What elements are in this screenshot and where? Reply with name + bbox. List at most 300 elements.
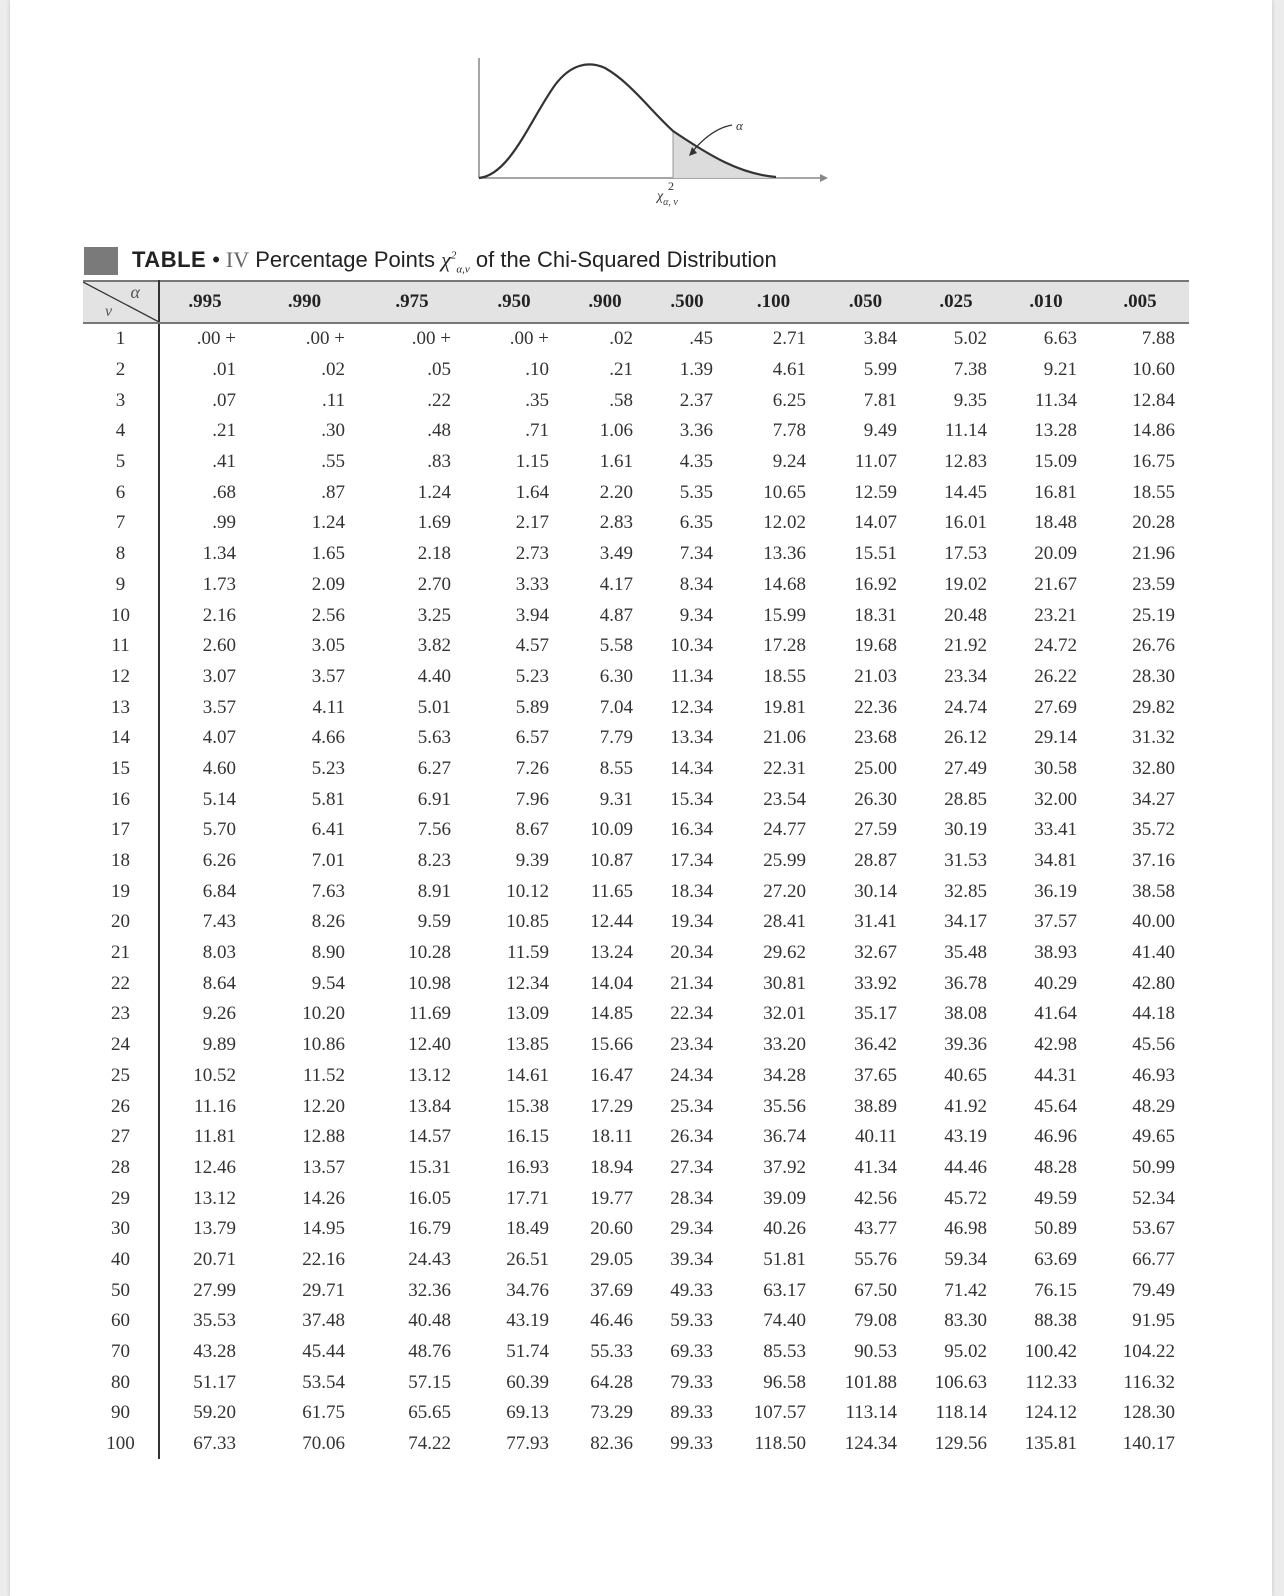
table-cell: 19.68 — [854, 635, 897, 657]
table-cell: 63.69 — [1034, 1248, 1077, 1270]
table-cell: 18.94 — [590, 1156, 633, 1178]
table-cell: .00 + — [509, 328, 549, 350]
table-cell: 7.38 — [953, 359, 987, 381]
table-cell: 44.46 — [944, 1156, 987, 1178]
table-cell: 1.69 — [417, 512, 451, 534]
table-cell: .00 + — [196, 328, 236, 350]
table-cell: 8.90 — [311, 942, 345, 964]
table-row — [83, 784, 1189, 815]
degrees-of-freedom-cell: 5 — [83, 447, 159, 478]
table-cell: 7.88 — [1141, 328, 1175, 350]
table-cell: 28.85 — [944, 788, 987, 810]
table-cell: 69.13 — [506, 1402, 549, 1424]
title-symbol-sup: 2 — [450, 249, 457, 262]
table-row — [83, 1398, 1189, 1429]
table-cell: 12.83 — [944, 451, 987, 473]
table-cell: 6.41 — [311, 819, 345, 841]
table-cell: 95.02 — [944, 1341, 987, 1363]
table-cell: 8.23 — [417, 850, 451, 872]
figure-density-curve — [479, 64, 776, 178]
table-row — [83, 1429, 1189, 1460]
table-cell: 5.70 — [202, 819, 236, 841]
table-cell: 21.06 — [763, 727, 806, 749]
table-cell: 1.73 — [202, 573, 236, 595]
table-cell: 27.59 — [854, 819, 897, 841]
table-cell: 44.18 — [1132, 1003, 1175, 1025]
table-row — [83, 570, 1189, 601]
table-cell: 76.15 — [1034, 1279, 1077, 1301]
table-cell: 9.35 — [953, 389, 987, 411]
table-cell: 13.09 — [506, 1003, 549, 1025]
table-cell: 118.14 — [935, 1402, 987, 1424]
table-cell: 59.34 — [944, 1248, 987, 1270]
table-cell: 8.67 — [515, 819, 549, 841]
table-row — [83, 477, 1189, 508]
table-cell: 50.89 — [1034, 1218, 1077, 1240]
table-title-bar — [84, 246, 784, 276]
table-cell: 23.68 — [854, 727, 897, 749]
table-cell: 14.95 — [302, 1218, 345, 1240]
table-cell: 69.33 — [670, 1341, 713, 1363]
table-cell: 46.46 — [590, 1310, 633, 1332]
degrees-of-freedom-cell: 50 — [83, 1275, 159, 1306]
table-cell: 140.17 — [1122, 1433, 1175, 1455]
table-row — [83, 1275, 1189, 1306]
table-cell: 45.64 — [1034, 1095, 1077, 1117]
table-cell: 3.05 — [311, 635, 345, 657]
table-cell: 12.34 — [506, 972, 549, 994]
table-cell: 112.33 — [1025, 1371, 1077, 1393]
column-header: .500 — [647, 281, 727, 323]
table-row — [83, 907, 1189, 938]
table-cell: 39.34 — [670, 1248, 713, 1270]
table-cell: 2.20 — [599, 481, 633, 503]
table-cell: 53.67 — [1132, 1218, 1175, 1240]
table-cell: 9.21 — [1043, 359, 1077, 381]
table-cell: 28.30 — [1132, 665, 1175, 687]
degrees-of-freedom-cell: 7 — [83, 508, 159, 539]
table-cell: 7.26 — [515, 757, 549, 779]
table-cell: 14.45 — [944, 481, 987, 503]
table-cell: .02 — [609, 328, 633, 350]
degrees-of-freedom-cell: 16 — [83, 784, 159, 815]
table-cell: 18.11 — [590, 1126, 633, 1148]
table-cell: 24.74 — [944, 696, 987, 718]
table-cell: 41.64 — [1034, 1003, 1077, 1025]
table-cell: 19.77 — [590, 1187, 633, 1209]
table-row — [83, 600, 1189, 631]
table-cell: 1.61 — [599, 451, 633, 473]
figure-x-label — [655, 189, 678, 208]
table-cell: 106.63 — [934, 1371, 987, 1393]
table-cell: 5.14 — [202, 788, 236, 810]
table-cell: 40.00 — [1132, 911, 1175, 933]
table-cell: 128.30 — [1122, 1402, 1175, 1424]
degrees-of-freedom-cell: 12 — [83, 662, 159, 693]
table-cell: 25.34 — [670, 1095, 713, 1117]
table-cell: 82.36 — [590, 1433, 633, 1455]
table-cell: 8.26 — [311, 911, 345, 933]
table-cell: 7.43 — [202, 911, 236, 933]
table-cell: 41.92 — [944, 1095, 987, 1117]
table-cell: 45.72 — [944, 1187, 987, 1209]
table-cell: 16.01 — [944, 512, 987, 534]
table-cell: 20.34 — [670, 942, 713, 964]
table-cell: 1.15 — [515, 451, 549, 473]
table-cell: 11.16 — [193, 1095, 236, 1117]
table-cell: 49.65 — [1132, 1126, 1175, 1148]
table-cell: 29.82 — [1132, 696, 1175, 718]
table-cell: 12.40 — [408, 1034, 451, 1056]
degrees-of-freedom-cell: 11 — [83, 631, 159, 662]
table-cell: 32.36 — [408, 1279, 451, 1301]
table-cell: .99 — [212, 512, 236, 534]
table-cell: 9.39 — [515, 850, 549, 872]
table-row — [83, 1030, 1189, 1061]
table-row — [83, 1306, 1189, 1337]
table-cell: 24.77 — [763, 819, 806, 841]
table-cell: .02 — [321, 359, 345, 381]
table-header-row — [83, 281, 1189, 323]
table-cell: 2.83 — [599, 512, 633, 534]
table-row — [83, 385, 1189, 416]
table-cell: 20.28 — [1132, 512, 1175, 534]
degrees-of-freedom-cell: 20 — [83, 907, 159, 938]
table-cell: 116.32 — [1123, 1371, 1175, 1393]
table-cell: 11.69 — [408, 1003, 451, 1025]
table-cell: 9.54 — [311, 972, 345, 994]
table-cell: 64.28 — [590, 1371, 633, 1393]
table-row — [83, 1153, 1189, 1184]
table-row — [83, 1245, 1189, 1276]
title-symbol: χ — [441, 246, 451, 272]
table-cell: 2.73 — [515, 543, 549, 565]
table-cell: 37.92 — [763, 1156, 806, 1178]
table-cell: 13.57 — [302, 1156, 345, 1178]
table-cell: 4.17 — [599, 573, 633, 595]
table-row — [83, 1091, 1189, 1122]
degrees-of-freedom-cell: 22 — [83, 968, 159, 999]
table-row — [83, 631, 1189, 662]
table-cell: 79.49 — [1132, 1279, 1175, 1301]
degrees-of-freedom-cell: 21 — [83, 938, 159, 969]
degrees-of-freedom-cell: 1 — [83, 323, 159, 355]
table-cell: 34.81 — [1034, 850, 1077, 872]
table-cell: 30.19 — [944, 819, 987, 841]
table-cell: 3.84 — [863, 328, 897, 350]
table-cell: 10.60 — [1132, 359, 1175, 381]
table-cell: 41.40 — [1132, 942, 1175, 964]
table-cell: 12.44 — [590, 911, 633, 933]
table-cell: 83.30 — [944, 1310, 987, 1332]
table-cell: 9.34 — [679, 604, 713, 626]
degrees-of-freedom-cell: 4 — [83, 416, 159, 447]
corner-nu-label: ν — [105, 303, 113, 320]
table-cell: 2.16 — [202, 604, 236, 626]
table-cell: 13.12 — [193, 1187, 236, 1209]
column-header: .050 — [820, 281, 911, 323]
table-cell: 14.57 — [408, 1126, 451, 1148]
table-cell: 52.34 — [1132, 1187, 1175, 1209]
table-cell: 18.55 — [763, 665, 806, 687]
table-row — [83, 846, 1189, 877]
table-cell: 2.70 — [417, 573, 451, 595]
table-cell: 45.56 — [1132, 1034, 1175, 1056]
column-header: .900 — [563, 281, 647, 323]
table-row — [83, 999, 1189, 1030]
table-cell: 12.46 — [193, 1156, 236, 1178]
table-cell: 5.58 — [599, 635, 633, 657]
table-cell: .35 — [525, 389, 549, 411]
table-cell: 15.38 — [506, 1095, 549, 1117]
table-cell: 3.36 — [679, 420, 713, 442]
document-page — [10, 0, 1272, 1596]
table-cell: 6.26 — [202, 850, 236, 872]
table-cell: 1.24 — [311, 512, 345, 534]
table-cell: 79.33 — [670, 1371, 713, 1393]
table-cell: 33.20 — [763, 1034, 806, 1056]
table-cell: .55 — [321, 451, 345, 473]
table-cell: 19.02 — [944, 573, 987, 595]
table-cell: 21.92 — [944, 635, 987, 657]
table-cell: 48.28 — [1034, 1156, 1077, 1178]
table-cell: 99.33 — [670, 1433, 713, 1455]
table-cell: 91.95 — [1132, 1310, 1175, 1332]
title-bullet: • — [212, 246, 220, 272]
figure-x-label-base: χ — [657, 189, 664, 204]
table-cell: 90.53 — [854, 1341, 897, 1363]
degrees-of-freedom-cell: 13 — [83, 692, 159, 723]
table-cell: 33.41 — [1034, 819, 1077, 841]
table-cell: .48 — [427, 420, 451, 442]
table-cell: 14.04 — [590, 972, 633, 994]
degrees-of-freedom-cell: 60 — [83, 1306, 159, 1337]
table-cell: 46.96 — [1034, 1126, 1077, 1148]
table-cell: 26.22 — [1034, 665, 1077, 687]
table-cell: 46.98 — [944, 1218, 987, 1240]
table-cell: 4.61 — [772, 359, 806, 381]
table-cell: 15.31 — [408, 1156, 451, 1178]
degrees-of-freedom-cell: 27 — [83, 1122, 159, 1153]
table-cell: 49.33 — [670, 1279, 713, 1301]
table-cell: 45.44 — [302, 1341, 345, 1363]
table-cell: 35.56 — [763, 1095, 806, 1117]
table-cell: 28.41 — [763, 911, 806, 933]
table-label: TABLE — [132, 246, 207, 272]
table-cell: 16.81 — [1034, 481, 1077, 503]
table-cell: 5.02 — [953, 328, 987, 350]
degrees-of-freedom-cell: 25 — [83, 1061, 159, 1092]
degrees-of-freedom-cell: 80 — [83, 1367, 159, 1398]
table-cell: 3.94 — [515, 604, 549, 626]
table-cell: 107.57 — [753, 1402, 806, 1424]
table-cell: 1.34 — [202, 543, 236, 565]
degrees-of-freedom-cell: 17 — [83, 815, 159, 846]
table-cell: 20.60 — [590, 1218, 633, 1240]
table-cell: 1.39 — [679, 359, 713, 381]
table-cell: 8.34 — [679, 573, 713, 595]
table-cell: 101.88 — [844, 1371, 897, 1393]
table-cell: 44.31 — [1034, 1064, 1077, 1086]
table-cell: 13.79 — [193, 1218, 236, 1240]
table-cell: 118.50 — [754, 1433, 806, 1455]
table-cell: 32.01 — [763, 1003, 806, 1025]
table-cell: 21.03 — [854, 665, 897, 687]
table-cell: 21.96 — [1132, 543, 1175, 565]
table-cell: 30.58 — [1034, 757, 1077, 779]
table-cell: 7.63 — [311, 880, 345, 902]
table-cell: 88.38 — [1034, 1310, 1077, 1332]
table-cell: 13.28 — [1034, 420, 1077, 442]
table-cell: 100.42 — [1024, 1341, 1077, 1363]
table-cell: 15.51 — [854, 543, 897, 565]
table-cell: 10.09 — [590, 819, 633, 841]
table-cell: 13.24 — [590, 942, 633, 964]
chi-squared-density-figure — [470, 50, 830, 220]
table-cell: .05 — [427, 359, 451, 381]
table-cell: 57.15 — [408, 1371, 451, 1393]
table-cell: 11.14 — [944, 420, 987, 442]
title-text-before: Percentage Points — [255, 246, 436, 272]
table-cell: 36.42 — [854, 1034, 897, 1056]
table-cell: 73.29 — [590, 1402, 633, 1424]
table-cell: 53.54 — [302, 1371, 345, 1393]
table-cell: 24.34 — [670, 1064, 713, 1086]
table-cell: .07 — [212, 389, 236, 411]
table-cell: 10.85 — [506, 911, 549, 933]
table-cell: 1.65 — [311, 543, 345, 565]
table-cell: 28.34 — [670, 1187, 713, 1209]
table-cell: 3.57 — [311, 665, 345, 687]
table-cell: 30.14 — [854, 880, 897, 902]
table-cell: 7.04 — [599, 696, 633, 718]
table-cell: 17.53 — [944, 543, 987, 565]
table-cell: 22.34 — [670, 1003, 713, 1025]
table-cell: 7.81 — [863, 389, 897, 411]
table-cell: 35.17 — [854, 1003, 897, 1025]
table-cell: 11.34 — [1034, 389, 1077, 411]
table-cell: 5.81 — [311, 788, 345, 810]
table-cell: 43.28 — [193, 1341, 236, 1363]
degrees-of-freedom-cell: 2 — [83, 355, 159, 386]
table-cell: 7.01 — [311, 850, 345, 872]
table-cell: 43.19 — [506, 1310, 549, 1332]
corner-header-cell — [83, 281, 159, 323]
table-cell: 20.71 — [193, 1248, 236, 1270]
degrees-of-freedom-cell: 18 — [83, 846, 159, 877]
table-cell: 67.50 — [854, 1279, 897, 1301]
table-cell: 79.08 — [854, 1310, 897, 1332]
table-cell: 4.60 — [202, 757, 236, 779]
table-cell: 4.87 — [599, 604, 633, 626]
table-cell: 51.81 — [763, 1248, 806, 1270]
table-cell: 1.06 — [599, 420, 633, 442]
title-chi-symbol — [441, 246, 470, 276]
table-cell: 32.00 — [1034, 788, 1077, 810]
table-cell: 38.08 — [944, 1003, 987, 1025]
figure-arrowhead — [820, 174, 828, 182]
table-cell: 38.93 — [1034, 942, 1077, 964]
table-cell: .30 — [321, 420, 345, 442]
title-marker-block — [84, 247, 118, 275]
table-cell: .00 + — [411, 328, 451, 350]
table-cell: 60.39 — [506, 1371, 549, 1393]
table-row — [83, 1122, 1189, 1153]
table-cell: 1.24 — [417, 481, 451, 503]
figure-x-label-sub: α, ν — [663, 197, 678, 208]
table-cell: 38.89 — [854, 1095, 897, 1117]
table-cell: 33.92 — [854, 972, 897, 994]
table-cell: 55.33 — [590, 1341, 633, 1363]
table-row — [83, 1337, 1189, 1368]
table-cell: .87 — [321, 481, 345, 503]
table-cell: 18.49 — [506, 1218, 549, 1240]
table-cell: 16.75 — [1132, 451, 1175, 473]
degrees-of-freedom-cell: 3 — [83, 385, 159, 416]
column-header: .010 — [1001, 281, 1091, 323]
table-cell: 13.34 — [670, 727, 713, 749]
table-cell: 12.88 — [302, 1126, 345, 1148]
table-cell: 6.84 — [202, 880, 236, 902]
table-cell: 9.26 — [202, 1003, 236, 1025]
table-row — [83, 355, 1189, 386]
table-cell: 9.59 — [417, 911, 451, 933]
table-cell: 13.36 — [763, 543, 806, 565]
table-cell: .21 — [212, 420, 236, 442]
table-cell: 49.59 — [1034, 1187, 1077, 1209]
table-cell: 15.34 — [670, 788, 713, 810]
table-cell: 2.60 — [202, 635, 236, 657]
table-cell: 37.48 — [302, 1310, 345, 1332]
table-row — [83, 968, 1189, 999]
table-cell: 27.34 — [670, 1156, 713, 1178]
table-cell: 28.87 — [854, 850, 897, 872]
table-cell: .22 — [427, 389, 451, 411]
table-cell: 41.34 — [854, 1156, 897, 1178]
table-cell: 14.61 — [506, 1064, 549, 1086]
table-cell: 8.91 — [417, 880, 451, 902]
table-cell: .00 + — [305, 328, 345, 350]
table-row — [83, 508, 1189, 539]
table-cell: 12.84 — [1132, 389, 1175, 411]
table-cell: 29.05 — [590, 1248, 633, 1270]
table-cell: 29.34 — [670, 1218, 713, 1240]
table-cell: 7.79 — [599, 727, 633, 749]
table-cell: 6.57 — [515, 727, 549, 749]
degrees-of-freedom-cell: 10 — [83, 600, 159, 631]
table-cell: .10 — [525, 359, 549, 381]
table-cell: 71.42 — [944, 1279, 987, 1301]
table-cell: 59.20 — [193, 1402, 236, 1424]
table-cell: 27.49 — [944, 757, 987, 779]
table-cell: 96.58 — [763, 1371, 806, 1393]
table-cell: .11 — [321, 389, 345, 411]
table-cell: 113.14 — [845, 1402, 897, 1424]
table-cell: 18.34 — [670, 880, 713, 902]
table-cell: 9.24 — [772, 451, 806, 473]
table-cell: 6.63 — [1043, 328, 1077, 350]
table-cell: 20.09 — [1034, 543, 1077, 565]
table-row — [83, 815, 1189, 846]
table-cell: 23.59 — [1132, 573, 1175, 595]
table-cell: 34.28 — [763, 1064, 806, 1086]
table-cell: 2.56 — [311, 604, 345, 626]
table-row — [83, 416, 1189, 447]
table-cell: 5.01 — [417, 696, 451, 718]
table-cell: 2.71 — [772, 328, 806, 350]
table-cell: 5.35 — [679, 481, 713, 503]
degrees-of-freedom-cell: 40 — [83, 1245, 159, 1276]
